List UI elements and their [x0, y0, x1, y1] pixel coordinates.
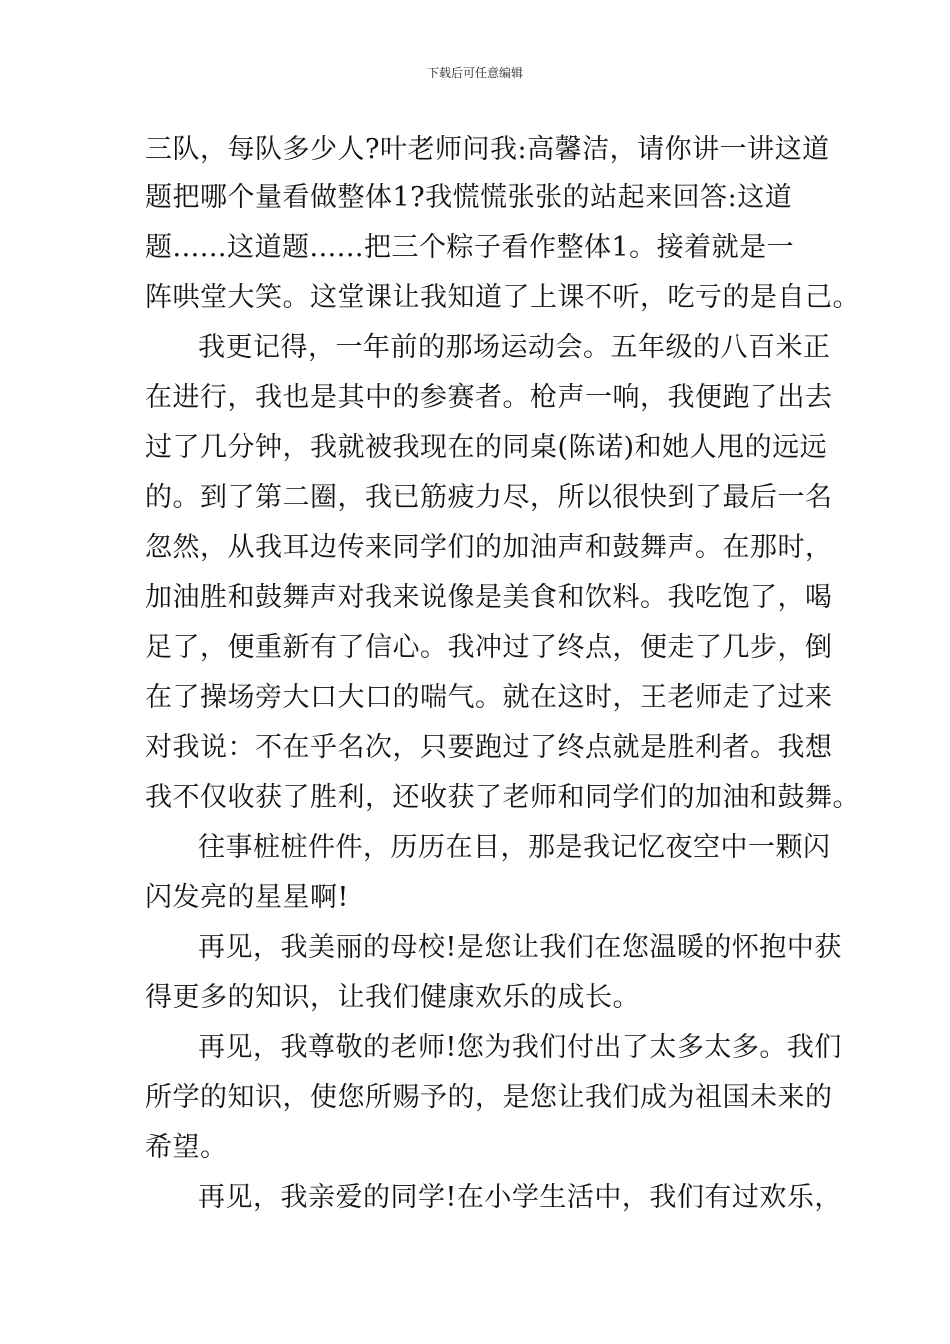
paragraph-start-line: 往事桩桩件件，历历在目，那是我记忆夜空中一颗闪 [198, 832, 831, 863]
text-line: 过了几分钟，我就被我现在的同桌(陈诺)和她人甩的远远 [145, 432, 828, 463]
text-line: 得更多的知识，让我们健康欢乐的成长。 [145, 982, 640, 1013]
text-line: 希望。 [145, 1132, 228, 1163]
text-line: 忽然，从我耳边传来同学们的加油声和鼓舞声。在那时， [145, 532, 833, 563]
paragraph-start-line: 我更记得，一年前的那场运动会。五年级的八百米正 [198, 332, 831, 363]
text-line: 闪发亮的星星啊! [145, 882, 349, 913]
text-line: 三队，每队多少人?叶老师问我:高馨洁，请你讲一讲这道 [145, 134, 830, 165]
text-line: 阵哄堂大笑。这堂课让我知道了上课不听，吃亏的是自己。 [145, 282, 860, 313]
text-line: 在了操场旁大口大口的喘气。就在这时，王老师走了过来 [145, 682, 833, 713]
text-line: 题把哪个量看做整体1?我慌慌张张的站起来回答:这道 [145, 182, 793, 213]
paragraph-start-line: 再见，我亲爱的同学!在小学生活中，我们有过欢乐， [198, 1182, 842, 1213]
paragraph-start-line: 再见，我美丽的母校!是您让我们在您温暖的怀抱中获 [198, 932, 842, 963]
text-line: 的。到了第二圈，我已筋疲力尽，所以很快到了最后一名 [145, 482, 833, 513]
text-line: 足了，便重新有了信心。我冲过了终点，便走了几步，倒 [145, 632, 833, 663]
text-line: 我不仅收获了胜利，还收获了老师和同学们的加油和鼓舞。 [145, 782, 860, 813]
paragraph-start-line: 再见，我尊敬的老师!您为我们付出了太多太多。我们 [198, 1032, 842, 1063]
text-line: 加油胜和鼓舞声对我来说像是美食和饮料。我吃饱了，喝 [145, 582, 833, 613]
text-line: 对我说：不在乎名次，只要跑过了终点就是胜利者。我想 [145, 732, 833, 763]
text-line: 所学的知识，使您所赐予的，是您让我们成为祖国未来的 [145, 1082, 833, 1113]
text-line: 题......这道题......把三个粽子看作整体1。接着就是一 [145, 232, 795, 263]
text-line: 在进行，我也是其中的参赛者。枪声一响，我便跑了出去 [145, 382, 833, 413]
page-header: 下载后可任意编辑 [426, 66, 523, 80]
